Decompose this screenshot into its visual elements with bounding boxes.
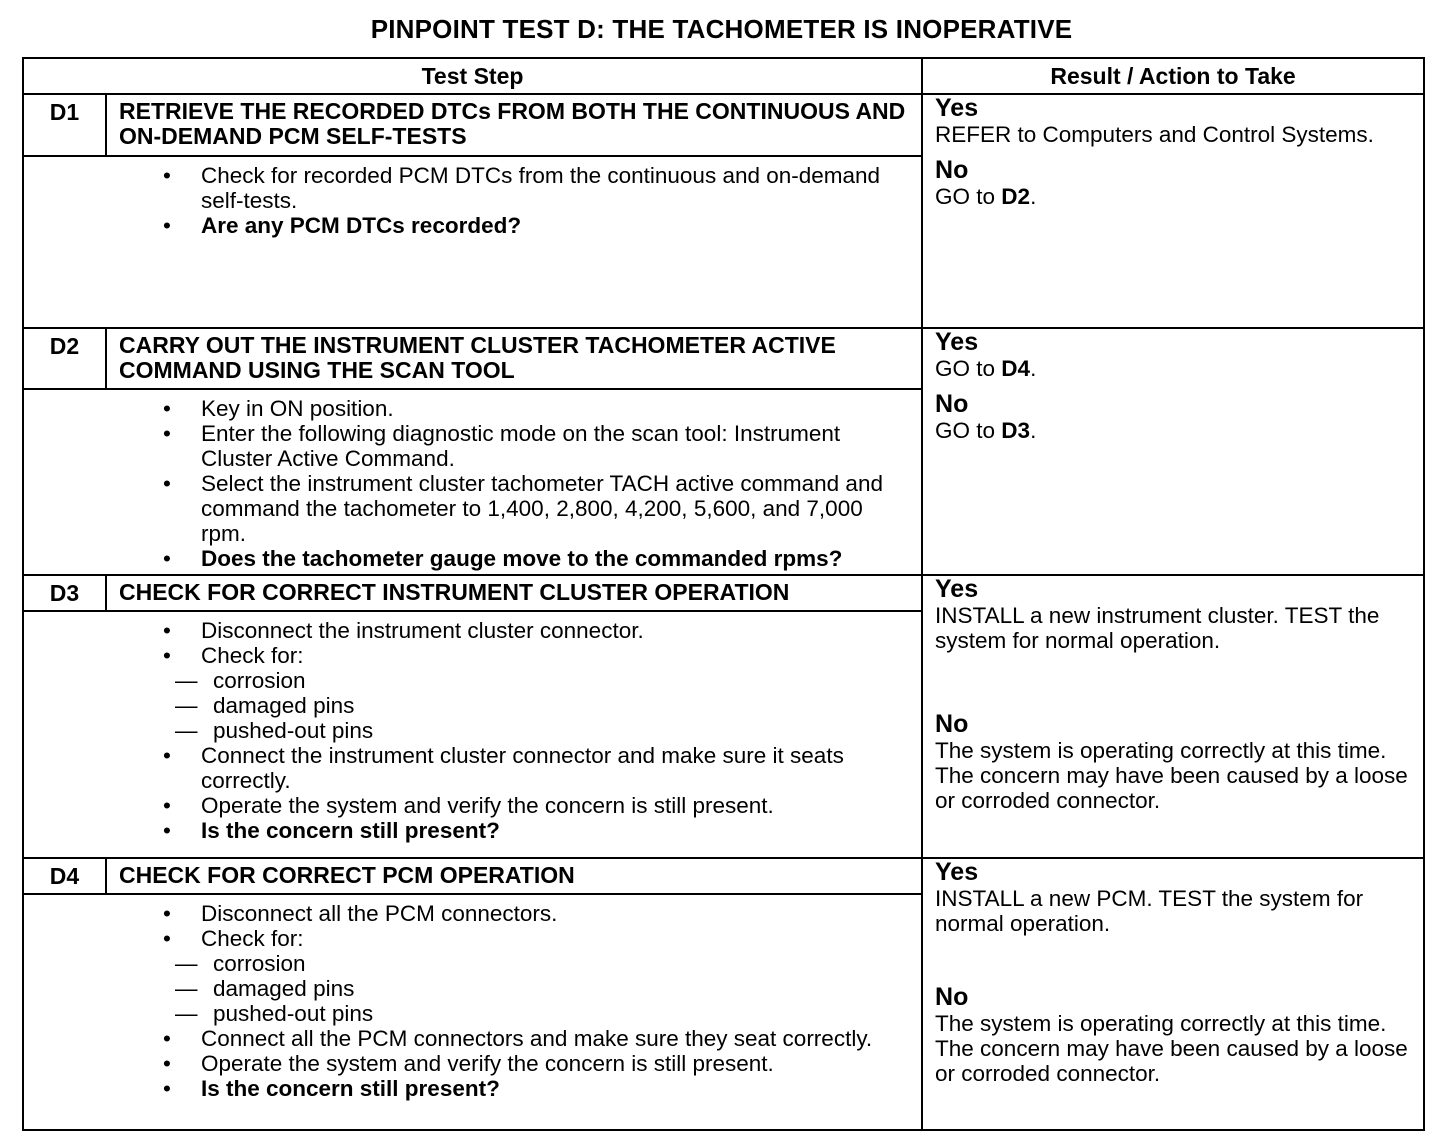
list-item: • Operate the system and verify the concern is still present. <box>201 1051 891 1076</box>
yes-action: GO to D4. <box>935 356 1037 381</box>
pinpoint-test-table <box>22 57 1425 1131</box>
step-heading-row <box>23 94 1424 156</box>
step-id: D3 <box>23 575 106 611</box>
no-label: No <box>935 983 969 1011</box>
no-action: GO to D3. <box>935 418 1037 443</box>
list-item: • Check for: — corrosion — damaged pins — pushed-out pins <box>201 643 891 743</box>
yes-label: Yes <box>935 858 979 886</box>
step-heading: CHECK FOR CORRECT INSTRUMENT CLUSTER OPERATION <box>106 575 922 611</box>
list-item: • Disconnect the instrument cluster connector. <box>201 618 891 643</box>
result-action-header: Result / Action to Take <box>922 58 1424 94</box>
no-action: GO to D2. <box>935 184 1037 209</box>
list-item: • Check for recorded PCM DTCs from the continuous and on-demand self-tests. <box>201 163 891 213</box>
step-heading: CARRY OUT THE INSTRUMENT CLUSTER TACHOMETER ACTIVE COMMAND USING THE SCAN TOOL <box>106 328 922 389</box>
yes-label: Yes <box>935 94 979 122</box>
step-instructions <box>106 894 922 1130</box>
sub-list-item: — pushed-out pins <box>213 718 891 743</box>
table-header-row <box>23 58 1424 94</box>
step-heading-row <box>23 328 1424 389</box>
step-id: D2 <box>23 328 106 389</box>
step-instructions <box>106 156 922 328</box>
yes-action: INSTALL a new PCM. TEST the system for normal operation. <box>935 886 1364 936</box>
list-item: • Check for: — corrosion — damaged pins — pushed-out pins <box>201 926 891 1026</box>
step-result <box>922 858 1424 1130</box>
sub-list-item: — pushed-out pins <box>213 1001 891 1026</box>
step-instructions <box>106 611 922 858</box>
step-id: D1 <box>23 94 106 156</box>
sub-list-item: — damaged pins <box>213 976 891 1001</box>
question-item: • Does the tachometer gauge move to the commanded rpms? <box>201 546 891 571</box>
step-heading: CHECK FOR CORRECT PCM OPERATION <box>106 858 922 894</box>
test-step-header: Test Step <box>23 58 922 94</box>
list-item: • Operate the system and verify the concern is still present. <box>201 793 891 818</box>
no-label: No <box>935 390 969 418</box>
no-label: No <box>935 156 969 184</box>
list-item: • Key in ON position. <box>201 396 891 421</box>
yes-label: Yes <box>935 328 979 356</box>
step-instructions <box>106 389 922 575</box>
step-heading-row <box>23 858 1424 894</box>
list-item: • Disconnect all the PCM connectors. <box>201 901 891 926</box>
step-reference: D3 <box>1001 418 1031 443</box>
yes-action: REFER to Computers and Control Systems. <box>935 122 1374 147</box>
step-reference: D4 <box>1001 356 1031 381</box>
yes-label: Yes <box>935 575 979 603</box>
question-item: • Is the concern still present? <box>201 818 891 843</box>
question-item: • Are any PCM DTCs recorded? <box>201 213 891 238</box>
list-item: • Connect all the PCM connectors and make sure they seat correctly. <box>201 1026 891 1051</box>
step-id: D4 <box>23 858 106 894</box>
yes-action: INSTALL a new instrument cluster. TEST the system for normal operation. <box>935 603 1380 653</box>
no-action: The system is operating correctly at this time. The concern may have been caused by a loose or corroded connector. <box>935 738 1408 813</box>
step-heading: RETRIEVE THE RECORDED DTCs FROM BOTH THE CONTINUOUS AND ON-DEMAND PCM SELF-TESTS <box>106 94 922 156</box>
step-result <box>922 94 1424 328</box>
page-title: PINPOINT TEST D: THE TACHOMETER IS INOPERATIVE <box>370 14 1073 44</box>
no-action: The system is operating correctly at this time. The concern may have been caused by a loose or corroded connector. <box>935 1011 1408 1086</box>
question-item: • Is the concern still present? <box>201 1076 891 1101</box>
list-item: • Select the instrument cluster tachometer TACH active command and command the tachometer to 1,400, 2,800, 4,200, 5,600, and 7,000 rpm. <box>201 471 891 546</box>
list-item: • Connect the instrument cluster connector and make sure it seats correctly. <box>201 743 891 793</box>
list-item: • Enter the following diagnostic mode on the scan tool: Instrument Cluster Active Command. <box>201 421 891 471</box>
sub-list-item: — corrosion <box>213 951 891 976</box>
step-result <box>922 328 1424 575</box>
step-result <box>922 575 1424 858</box>
step-heading-row <box>23 575 1424 611</box>
sub-list-item: — corrosion <box>213 668 891 693</box>
sub-list-item: — damaged pins <box>213 693 891 718</box>
no-label: No <box>935 710 969 738</box>
step-reference: D2 <box>1001 184 1031 209</box>
